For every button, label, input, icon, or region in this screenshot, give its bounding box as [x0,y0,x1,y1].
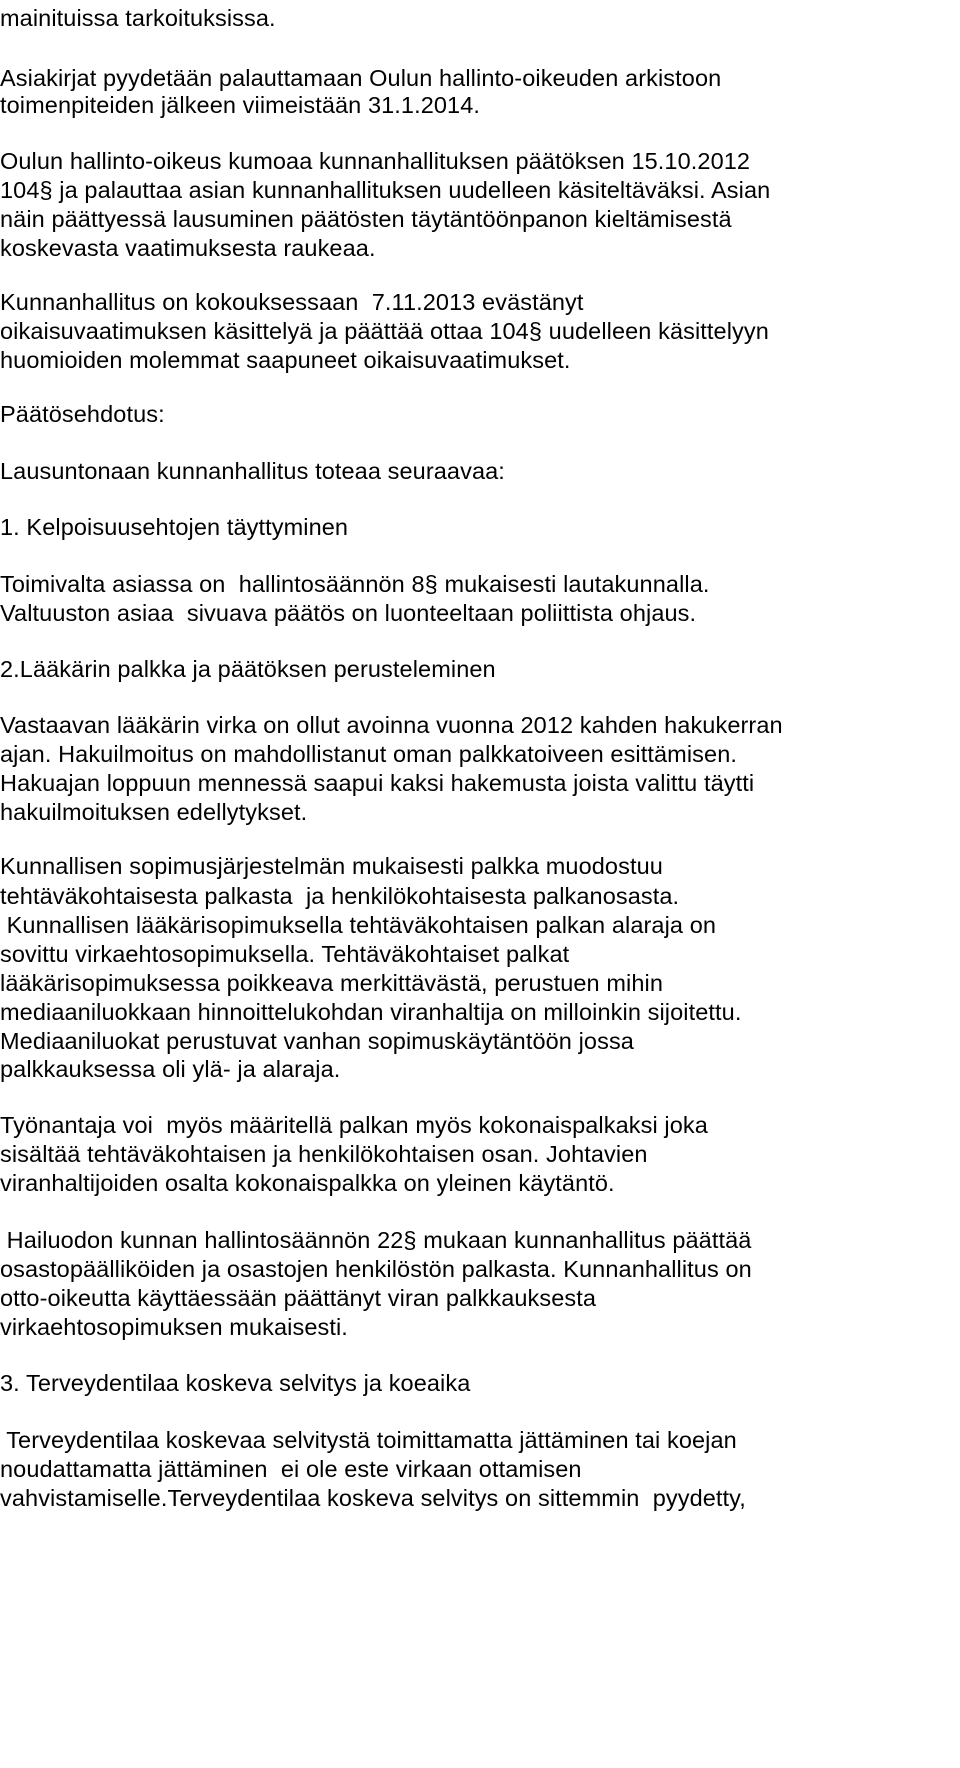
text-line: osastopäälliköiden ja osastojen henkilöstön palkasta. Kunnanhallitus on [0,1256,752,1282]
text-line: palkkauksessa oli ylä- ja alaraja. [0,1056,341,1082]
text-line: Työnantaja voi myös määritellä palkan myös kokonaispalkaksi joka [0,1112,708,1138]
text-line: Hailuodon kunnan hallintosäännön 22§ mukaan kunnanhallitus päättää [0,1227,752,1253]
text-line: virkaehtosopimuksen mukaisesti. [0,1314,348,1340]
text-line: tehtäväkohtaisesta palkasta ja henkilökohtaisesta palkanosasta. [0,883,680,909]
text-line: 104§ ja palauttaa asian kunnanhallituksen uudelleen käsiteltäväksi. Asian [0,177,771,203]
text-line: sovittu virkaehtosopimuksella. Tehtäväkohtaiset palkat [0,941,570,967]
text-line: otto-oikeutta käyttäessään päättänyt viran palkkauksesta [0,1285,597,1311]
text-line: Toimivalta asiassa on hallintosäännön 8§ mukaisesti lautakunnalla. [0,571,710,597]
text-line: toimenpiteiden jälkeen viimeistään 31.1.2014. [0,92,481,118]
section-heading: Päätösehdotus: [0,401,165,427]
text-line: mainituissa tarkoituksissa. [0,5,276,31]
text-line: Asiakirjat pyydetään palauttamaan Oulun hallinto-oikeuden arkistoon [0,65,722,91]
text-line: näin päättyessä lausuminen päätösten täytäntöönpanon kieltämisestä [0,206,732,232]
text-line: sisältää tehtäväkohtaisen ja henkilökohtaisen osan. Johtavien [0,1141,648,1167]
text-line: oikaisuvaatimuksen käsittelyä ja päättää ottaa 104§ uudelleen käsittelyyn [0,318,769,344]
text-line: mediaaniluokkaan hinnoittelukohdan viranhaltija on milloinkin sijoitettu. [0,999,742,1025]
section-heading: 1. Kelpoisuusehtojen täyttyminen [0,514,349,540]
text-line: Kunnanhallitus on kokouksessaan 7.11.2013 evästänyt [0,289,584,315]
text-line: hakuilmoituksen edellytykset. [0,799,308,825]
text-line: Valtuuston asiaa sivuava päätös on luonteeltaan poliittista ohjaus. [0,600,697,626]
text-line: noudattamatta jättäminen ei ole este virkaan ottamisen [0,1456,582,1482]
text-line: ajan. Hakuilmoitus on mahdollistanut oman palkkatoiveen esittämisen. [0,741,737,767]
text-line: koskevasta vaatimuksesta raukeaa. [0,235,376,261]
text-line: Hakuajan loppuun mennessä saapui kaksi hakemusta joista valittu täytti [0,770,755,796]
text-line: Lausuntonaan kunnanhallitus toteaa seuraavaa: [0,458,505,484]
section-heading: 3. Terveydentilaa koskeva selvitys ja koeaika [0,1370,471,1396]
text-line: lääkärisopimuksessa poikkeava merkittävästä, perustuen mihin [0,970,664,996]
section-heading: 2.Lääkärin palkka ja päätöksen perusteleminen [0,656,496,682]
text-line: Vastaavan lääkärin virka on ollut avoinna vuonna 2012 kahden hakukerran [0,712,783,738]
text-line: Oulun hallinto-oikeus kumoaa kunnanhallituksen päätöksen 15.10.2012 [0,148,751,174]
text-line: Kunnallisen lääkärisopimuksella tehtäväkohtaisen palkan alaraja on [0,912,717,938]
text-line: Kunnallisen sopimusjärjestelmän mukaisesti palkka muodostuu [0,853,663,879]
text-line: Mediaaniluokat perustuvat vanhan sopimuskäytäntöön jossa [0,1028,634,1054]
text-line: Terveydentilaa koskevaa selvitystä toimittamatta jättäminen tai koejan [0,1427,737,1453]
text-line: viranhaltijoiden osalta kokonaispalkka on yleinen käytäntö. [0,1170,615,1196]
text-line: huomioiden molemmat saapuneet oikaisuvaatimukset. [0,347,571,373]
text-line: vahvistamiselle.Terveydentilaa koskeva selvitys on sittemmin pyydetty, [0,1485,746,1511]
